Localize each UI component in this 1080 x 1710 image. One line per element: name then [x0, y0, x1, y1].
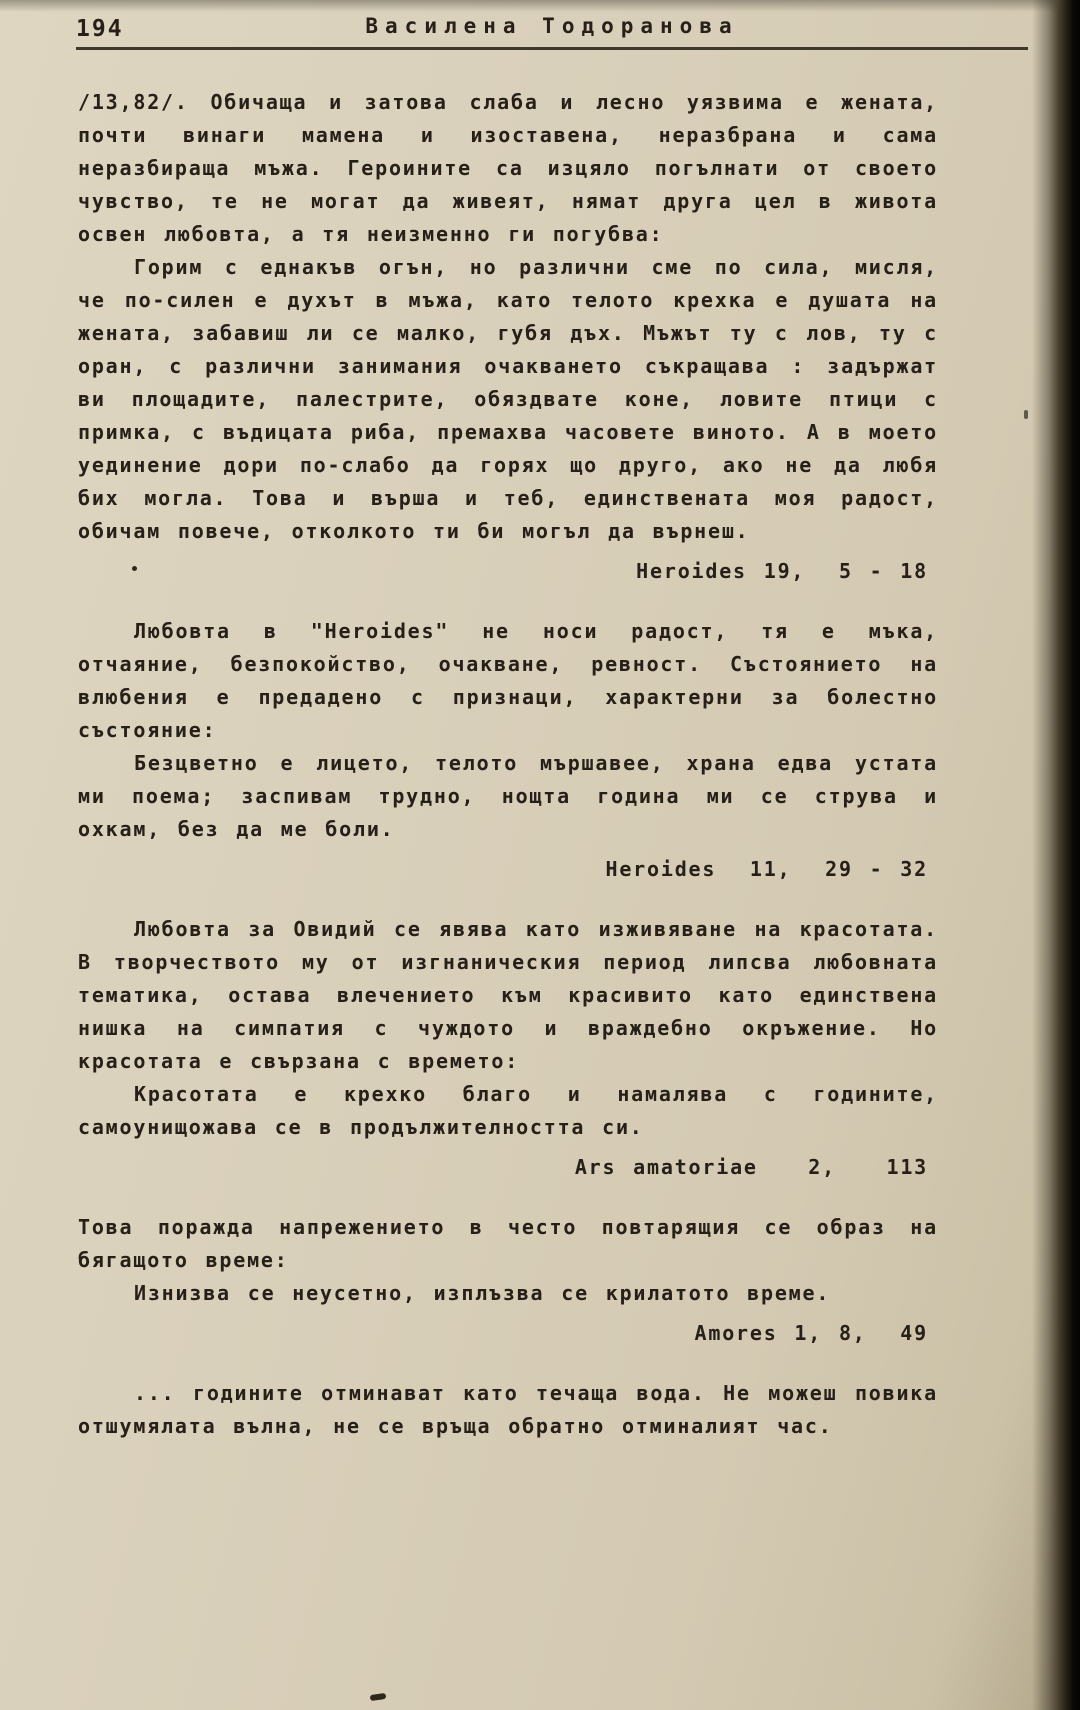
page-number: 194	[76, 16, 124, 42]
body-paragraph: Това поражда напрежението в често повтарящия се образ на бягащото време:	[78, 1215, 938, 1272]
body-paragraph: Любовта в "Heroides" не носи радост, тя е мъка, отчаяние, безпокойство, очакване, ревност. Състоянието на влюбения е предадено с признаци, характерни за болестно състояние:	[78, 619, 938, 742]
body-paragraph: Горим с еднакъв огън, но различни сме по сила, мисля, че по-силен е духът в мъжа, като телото крехка е душата на жената, забавиш ли се малко, губя дъх. Мъжът ту с лов, ту с оран, с различни занимания очакването съкращава : задържат ви площадите, палестрите, обяздвате коне, ловите птици с примка, с въдицата риба, премахва часовете виното. А в моето уединение дори по-слабо да горях що друго, ако не да любя бих могла. Това и върша и теб, единствената моя радост, обичам повече, отколкото ти би могъл да върнеш.	[78, 255, 938, 543]
quote-attribution: Heroides 11, 29 - 32	[605, 857, 928, 881]
scan-artifact	[1024, 410, 1028, 419]
body-paragraph: ... годините отминават като течаща вода. Не можеш повика отшумялата вълна, не се връща обратно отминалият час.	[78, 1381, 938, 1438]
scan-top-shadow	[0, 0, 1080, 12]
scan-artifact	[132, 566, 137, 571]
page-content	[78, 86, 938, 1443]
body-paragraph: Любовта за Овидий се явява като изживяване на красотата. В творчеството му от изгнаническия период липсва любовната тематика, остава влечението към красивито като единствена нишка на симпатия с чуждото и враждебно окръжение. Но красотата е свързана с времето:	[78, 917, 938, 1073]
body-paragraph: Красотата е крехко благо и намалява с годините, самоунищожава се в продължителността си.	[78, 1082, 938, 1139]
running-title: Василена Тодоранова	[365, 14, 739, 38]
body-paragraph: /13,82/. Обичаща и затова слаба и лесно уязвима е жената, почти винаги мамена и изоставена, неразбрана и сама неразбираща мъжа. Героините са изцяло погълнати от своето чувство, те не могат да живеят, нямат друга цел в живота освен любовта, а тя неизменно ги погубва:	[78, 90, 938, 246]
quote-attribution: Amores 1, 8, 49	[694, 1321, 928, 1345]
book-binding-shadow	[1032, 0, 1080, 1710]
body-paragraph: Изнизва се неусетно, изплъзва се крилатото време.	[134, 1281, 831, 1305]
quote-attribution: Ars amatoriae 2, 113	[574, 1155, 928, 1179]
quote-attribution: Heroides 19, 5 - 18	[636, 559, 928, 583]
page-header	[76, 14, 1028, 50]
scan-artifact	[370, 1693, 387, 1701]
body-paragraph: Безцветно е лицето, телото мършавее, храна едва устата ми поема; заспивам трудно, нощта година ми се струва и охкам, без да ме боли.	[78, 751, 938, 841]
